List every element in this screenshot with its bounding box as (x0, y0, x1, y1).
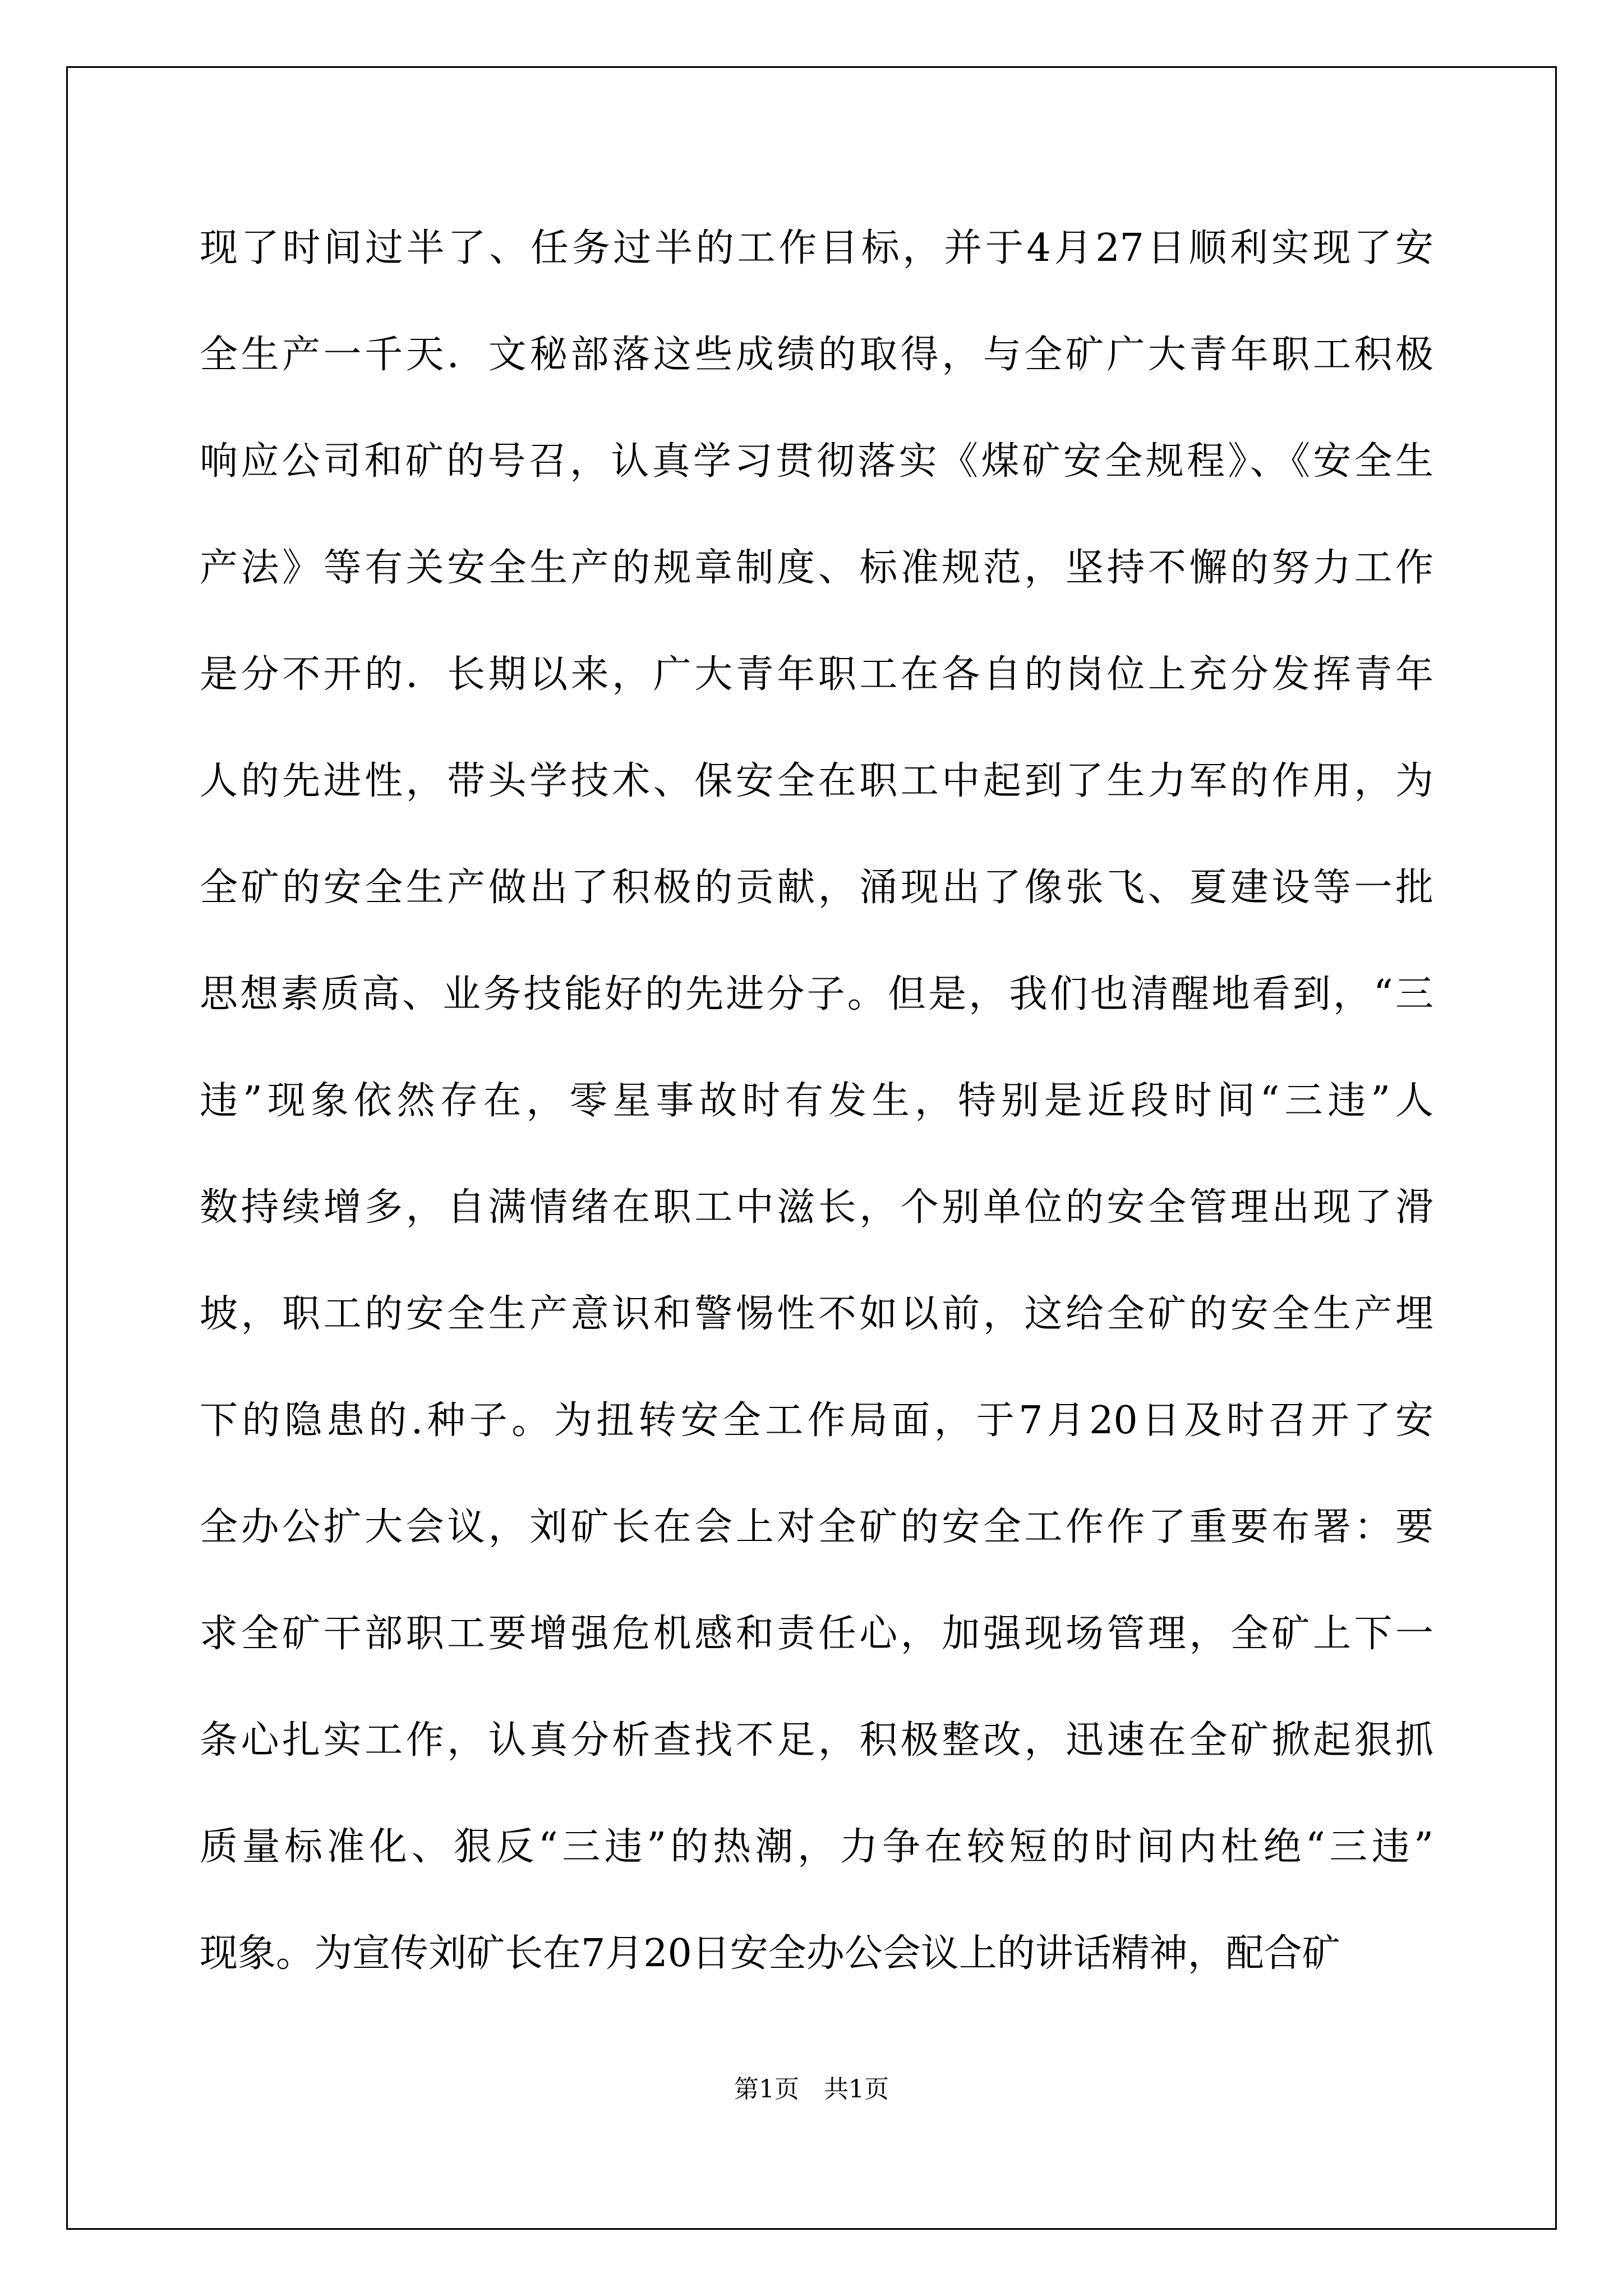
text-line: 违”现象依然存在，零星事故时有发生，特别是近段时间“三违”人 (200, 1079, 1433, 1123)
text-line: 思想素质高、业务技能好的先进分子。但是，我们也清醒地看到，“三 (200, 972, 1433, 1016)
text-line: 下的隐患的.种子。为扭转安全工作局面，于7月20日及时召开了安 (200, 1398, 1433, 1443)
text-line: 响应公司和矿的号召，认真学习贯彻落实《煤矿安全规程》、《安全生 (200, 439, 1433, 484)
text-line: 条心扎实工作，认真分析查找不足，积极整改，迅速在全矿掀起狠抓 (200, 1718, 1433, 1763)
text-line: 求全矿干部职工要增强危机感和责任心，加强现场管理，全矿上下一 (200, 1612, 1433, 1656)
text-line: 坡，职工的安全生产意识和警惕性不如以前，这给全矿的安全生产埋 (200, 1292, 1433, 1336)
text-line: 全生产一千天．文秘部落这些成绩的取得，与全矿广大青年职工积极 (200, 333, 1433, 377)
text-line: 全矿的安全生产做出了积极的贡献，涌现出了像张飞、夏建设等一批 (200, 866, 1433, 910)
text-line: 现了时间过半了、任务过半的工作目标，并于4月27日顺利实现了安 (200, 226, 1433, 270)
page-footer (0, 2073, 1623, 2106)
text-line: 数持续增多，自满情绪在职工中滋长，个别单位的安全管理出现了滑 (200, 1185, 1433, 1230)
page-number-label: 第1页 共1页 (734, 2075, 889, 2104)
text-line: 产法》等有关安全生产的规章制度、标准规范，坚持不懈的努力工作 (200, 546, 1433, 590)
text-line: 是分不开的．长期以来，广大青年职工在各自的岗位上充分发挥青年 (200, 652, 1433, 697)
text-line: 现象。为宣传刘矿长在7月20日安全办公会议上的讲话精神，配合矿 (200, 1931, 1340, 1976)
text-line: 全办公扩大会议，刘矿长在会上对全矿的安全工作作了重要布署：要 (200, 1505, 1433, 1549)
document-body (200, 195, 1433, 2007)
text-line: 人的先进性，带头学技术、保安全在职工中起到了生力军的作用，为 (200, 759, 1433, 803)
text-line: 质量标准化、狠反“三违”的热潮，力争在较短的时间内杜绝“三违” (200, 1825, 1433, 1869)
